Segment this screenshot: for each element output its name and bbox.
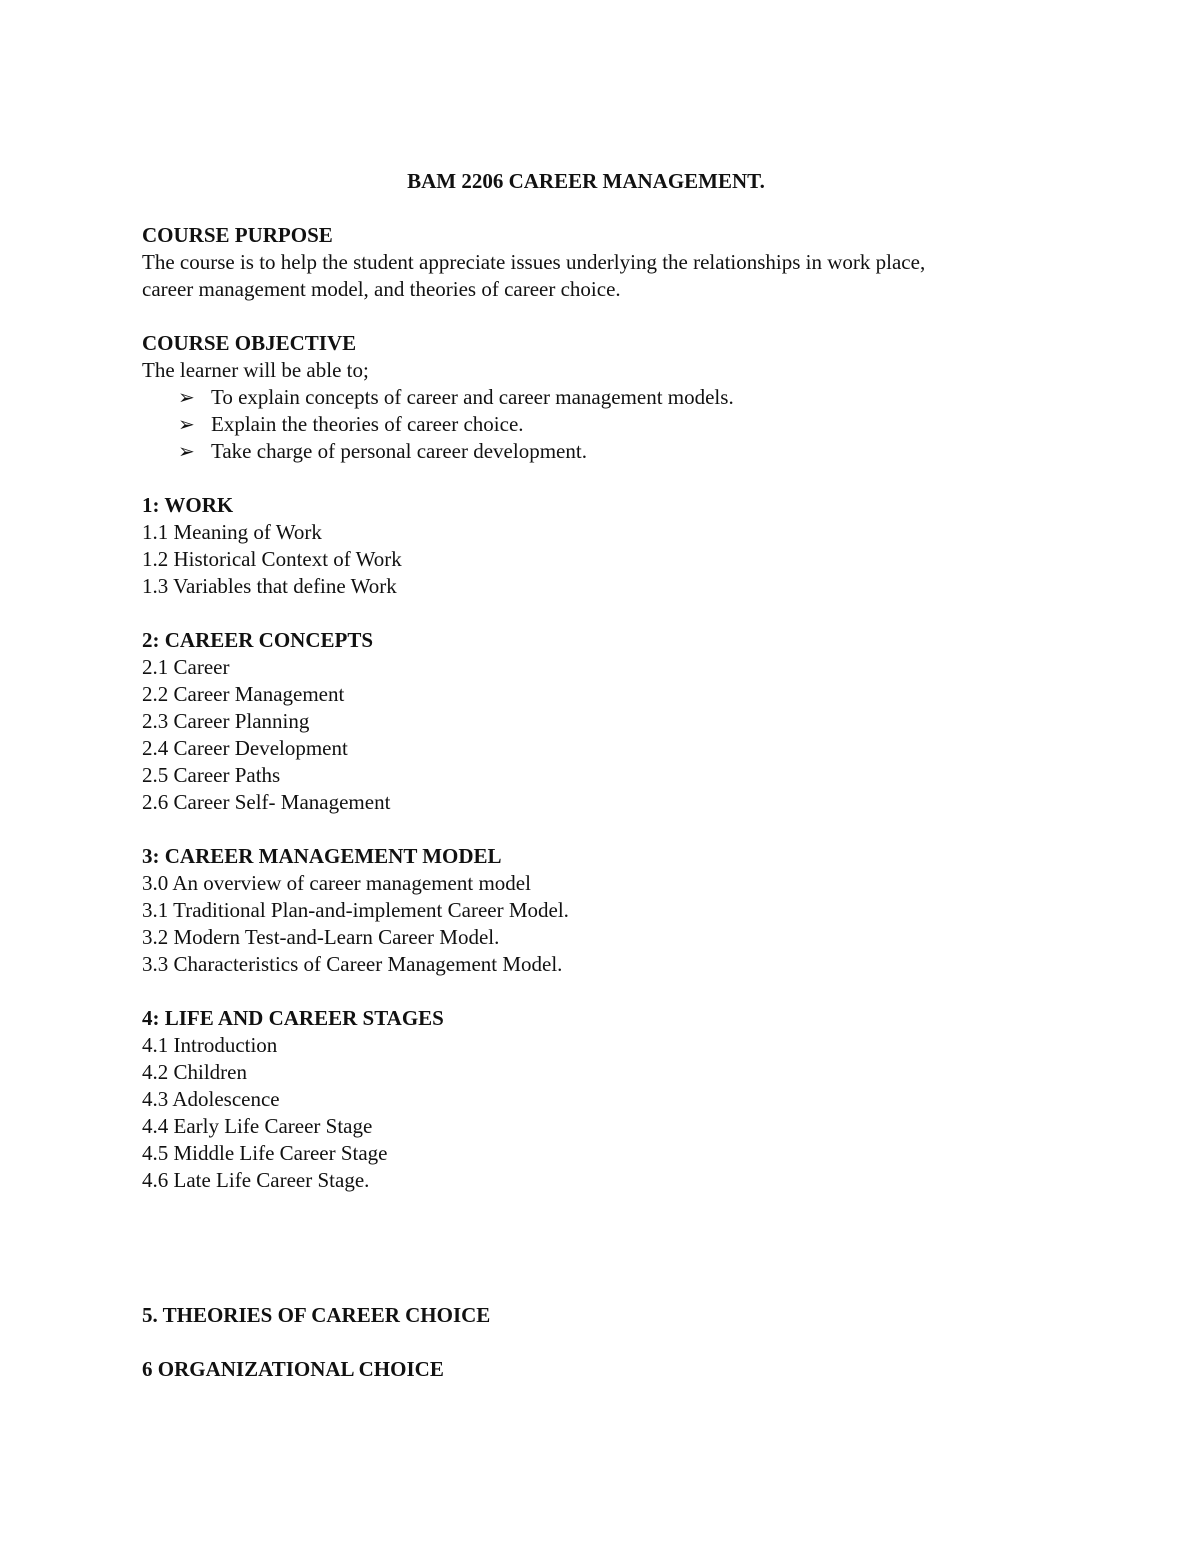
section-heading-theories-of-career-choice: 5. THEORIES OF CAREER CHOICE [142,1303,491,1327]
course-objective-heading: COURSE OBJECTIVE [142,331,357,355]
list-item: 2.3 Career Planning [142,709,310,733]
list-item: 2.2 Career Management [142,682,345,706]
list-item: 1.2 Historical Context of Work [142,547,402,571]
list-item: 3.1 Traditional Plan-and-implement Career Model. [142,898,569,922]
list-item: 3.2 Modern Test-and-Learn Career Model. [142,925,500,949]
section-career-management-model [142,843,1062,978]
objective-bullet-item [178,384,1062,411]
objective-bullet-text: Take charge of personal career development. [211,439,587,463]
course-objective-intro: The learner will be able to; [142,358,369,382]
list-item: 1.3 Variables that define Work [142,574,397,598]
objective-bullet-text: To explain concepts of career and career management models. [211,385,734,409]
objective-bullet-item [178,411,1062,438]
arrowhead-bullet-icon: ➢ [178,412,195,436]
section-life-and-career-stages [142,1005,1062,1194]
blank-space [142,1194,1062,1302]
course-purpose-text-line-1: The course is to help the student appreciate issues underlying the relationships in work place, [142,250,926,274]
arrowhead-bullet-icon: ➢ [178,439,195,463]
list-item: 2.1 Career [142,655,230,679]
objective-bullet-text: Explain the theories of career choice. [211,412,524,436]
section-heading-career-management-model: 3: CAREER MANAGEMENT MODEL [142,844,502,868]
section-items-work [142,519,1062,600]
arrowhead-bullet-icon: ➢ [178,385,195,409]
document-title: BAM 2206 CAREER MANAGEMENT. [407,169,765,193]
section-items-career-concepts [142,654,1062,816]
course-purpose-heading: COURSE PURPOSE [142,223,333,247]
list-item: 2.5 Career Paths [142,763,281,787]
list-item: 4.5 Middle Life Career Stage [142,1141,388,1165]
course-purpose-text-line-2: career management model, and theories of career choice. [142,277,621,301]
list-item: 4.1 Introduction [142,1033,278,1057]
section-heading-organizational-choice: 6 ORGANIZATIONAL CHOICE [142,1357,444,1381]
document-page [142,168,1062,1383]
section-work [142,492,1062,600]
course-objective-section [142,330,1062,465]
section-items-career-management-model [142,870,1062,978]
section-organizational-choice [142,1356,1062,1383]
objective-bullet-item [178,438,1062,465]
section-career-concepts [142,627,1062,816]
list-item: 3.0 An overview of career management model [142,871,531,895]
list-item: 3.3 Characteristics of Career Management Model. [142,952,563,976]
section-heading-life-and-career-stages: 4: LIFE AND CAREER STAGES [142,1006,444,1030]
objective-bullet-list [142,384,1062,465]
section-heading-career-concepts: 2: CAREER CONCEPTS [142,628,374,652]
section-heading-work: 1: WORK [142,493,234,517]
list-item: 2.4 Career Development [142,736,348,760]
section-theories-of-career-choice [142,1302,1062,1329]
list-item: 4.4 Early Life Career Stage [142,1114,373,1138]
course-purpose-section [142,222,1062,303]
list-item: 2.6 Career Self- Management [142,790,391,814]
section-items-life-and-career-stages [142,1032,1062,1194]
list-item: 4.3 Adolescence [142,1087,280,1111]
list-item: 4.2 Children [142,1060,247,1084]
list-item: 4.6 Late Life Career Stage. [142,1168,370,1192]
list-item: 1.1 Meaning of Work [142,520,322,544]
